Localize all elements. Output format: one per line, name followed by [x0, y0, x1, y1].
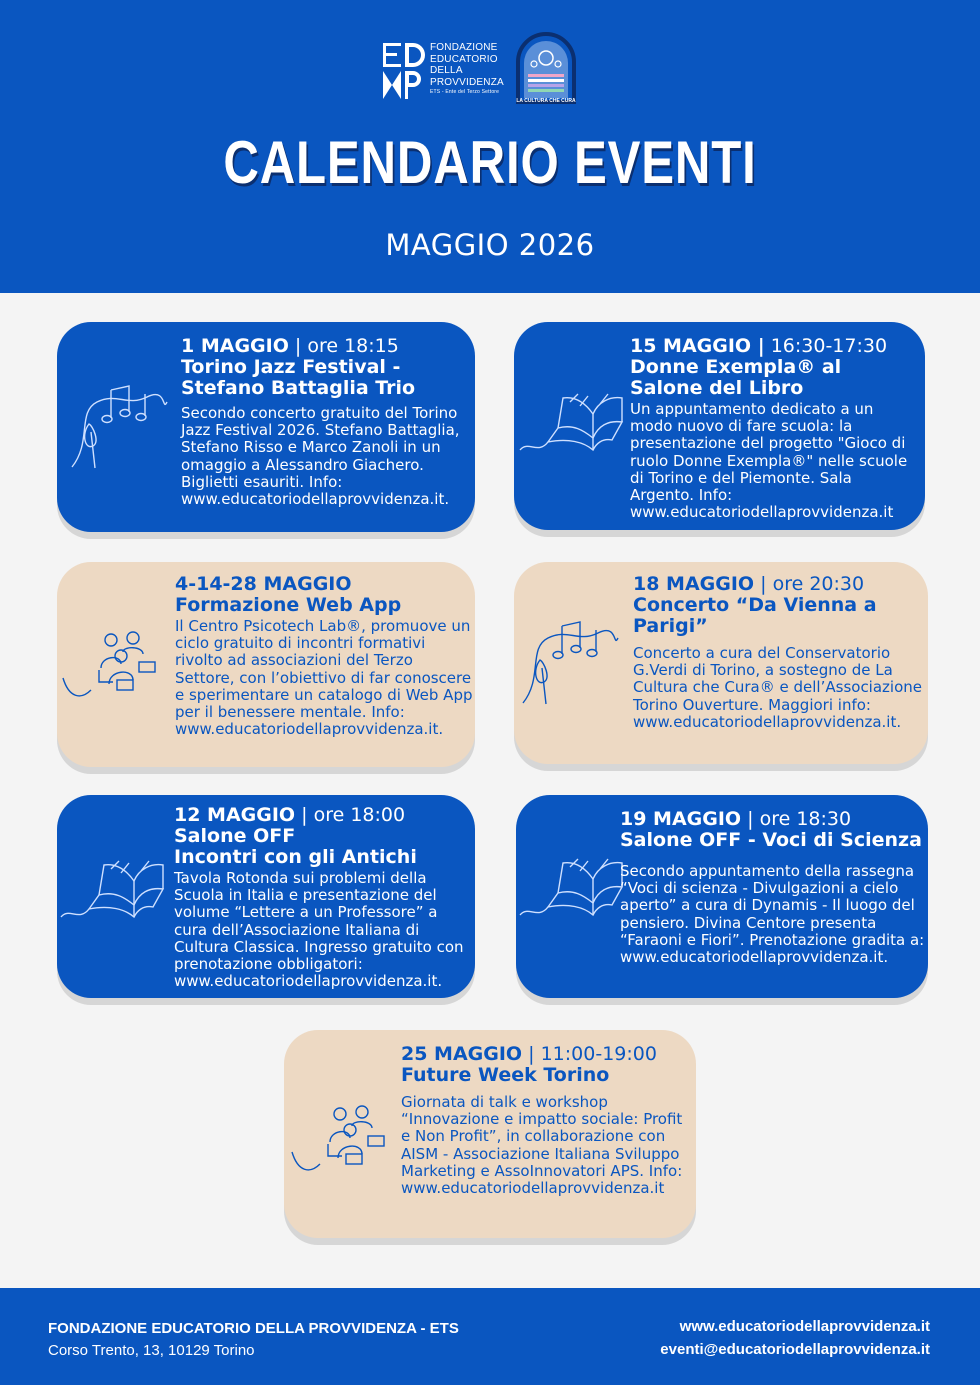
event-title: Formazione Web App: [175, 594, 402, 616]
event-date: 1 MAGGIO: [181, 335, 289, 357]
event-description: Secondo appuntamento della rassegna “Voci di scienza - Divulgazioni a cielo aperto” a cura di Dynamis - Il luogo del pensiero. Divina Centore presenta “Faraoni e Fiori”. Prenotazione gradita a: www.educatoriodellaprovvidenza.it.: [620, 862, 925, 967]
event-description: Concerto a cura del Conservatorio G.Verdi di Torino, a sostegno de La Cultura che Cura® e dell’Associazione Torino Ouverture. Maggiori info: www.educatoriodellaprovvidenza.it.: [633, 644, 922, 731]
event-card-18-maggio: [514, 562, 928, 764]
event-title: Salone OFF Incontri con gli Antichi: [174, 825, 417, 868]
event-date: 15 MAGGIO |: [630, 335, 765, 357]
logo-line: PROVVIDENZA: [430, 76, 504, 88]
event-title: Torino Jazz Festival - Stefano Battaglia Trio: [181, 356, 416, 399]
event-card-19-maggio: [516, 795, 928, 998]
event-time: | ore 18:00: [301, 804, 406, 826]
logo-line: EDUCATORIO: [430, 53, 498, 65]
event-date: 4-14-28 MAGGIO: [175, 573, 352, 595]
event-description: Secondo concerto gratuito del Torino Jazz Festival 2026. Stefano Battaglia, Stefano Risso e Marco Zanoli in un omaggio a Alessandro Giachero. Biglietti esauriti. Info: www.educatoriodellaprovvidenza.it.: [181, 404, 460, 509]
page-subtitle: MAGGIO 2026: [385, 228, 595, 262]
event-description: Il Centro Psicotech Lab®, promuove un ciclo gratuito di incontri formativi rivolto ad associazioni del Terzo Settore, con l’obiettivo di far conoscere e sperimentare un catalogo di Web App per il benessere mentale. Info: www.educatoriodellaprovvidenza.it.: [175, 617, 473, 739]
footer: [0, 1288, 980, 1385]
event-description: Un appuntamento dedicato a un modo nuovo di fare scuola: la presentazione del progetto "Gioco di ruolo Donne Exempla®" nelle scuole di Torino e del Piemonte. Sala Argento. Info: www.educatoriodellaprovvidenza.it: [630, 400, 908, 522]
event-title: Concerto “Da Vienna a Parigi”: [633, 594, 877, 637]
open-book-icon: [59, 847, 169, 937]
music-notes-icon: [67, 372, 177, 482]
footer-address: Corso Trento, 13, 10129 Torino: [48, 1342, 255, 1359]
edp-logo-text: [430, 42, 504, 96]
footer-website-link[interactable]: www.educatoriodellaprovvidenza.it: [679, 1318, 930, 1335]
music-notes-icon: [518, 608, 628, 718]
edp-logo-icon: [382, 42, 426, 100]
people-laptops-icon: [61, 628, 171, 708]
event-date: 19 MAGGIO: [620, 808, 742, 830]
event-time: | 11:00-19:00: [528, 1043, 657, 1065]
event-title: Donne Exempla® al Salone del Libro: [630, 356, 842, 399]
open-book-icon: [518, 845, 628, 935]
footer-organization: FONDAZIONE EDUCATORIO DELLA PROVVIDENZA - ETS: [48, 1320, 459, 1337]
logo-line: FONDAZIONE: [430, 42, 498, 53]
page-title: CALENDARIO EVENTI: [223, 129, 757, 196]
event-card-25-maggio: [284, 1030, 696, 1238]
people-laptops-icon: [290, 1102, 400, 1182]
event-description: Giornata di talk e workshop “Innovazione e impatto sociale: Profit e Non Profit”, in collaborazione con AISM - Associazione Italiana Sviluppo Marketing e AssoInnovatori APS. Info: www.educatoriodellaprovvidenza.it: [401, 1093, 683, 1198]
event-title: Salone OFF - Voci di Scienza: [620, 829, 922, 851]
event-description: Tavola Rotonda sui problemi della Scuola in Italia e presentazione del volume “Lettere a un Professore” a cura dell’Associazione Italiana di Cultura Classica. Ingresso gratuito con prenotazione obbligatori: www.educatoriodellaprovvidenza.it.: [174, 869, 464, 991]
event-time: 16:30-17:30: [770, 335, 888, 357]
event-title: Future Week Torino: [401, 1064, 610, 1086]
event-card-15-maggio: [514, 322, 925, 530]
event-card-1-maggio: [57, 322, 475, 532]
event-date: 18 MAGGIO: [633, 573, 755, 595]
event-card-12-maggio: [57, 795, 475, 998]
event-date: 25 MAGGIO: [401, 1043, 523, 1065]
header: [0, 0, 980, 293]
la-cultura-che-cura-text: LA CULTURA CHE CURA: [516, 98, 576, 104]
open-book-icon: [518, 380, 628, 470]
footer-email-link[interactable]: eventi@educatoriodellaprovvidenza.it: [660, 1341, 930, 1358]
la-cultura-che-cura-logo-icon: [512, 30, 580, 104]
event-time: | ore 18:30: [747, 808, 852, 830]
logo-ets: ETS - Ente del Terzo Settore: [430, 89, 500, 95]
logo-line: DELLA: [430, 65, 463, 76]
event-date: 12 MAGGIO: [174, 804, 296, 826]
event-time: | ore 20:30: [760, 573, 865, 595]
event-time: | ore 18:15: [294, 335, 399, 357]
event-card-4-14-28-maggio: [57, 562, 475, 767]
